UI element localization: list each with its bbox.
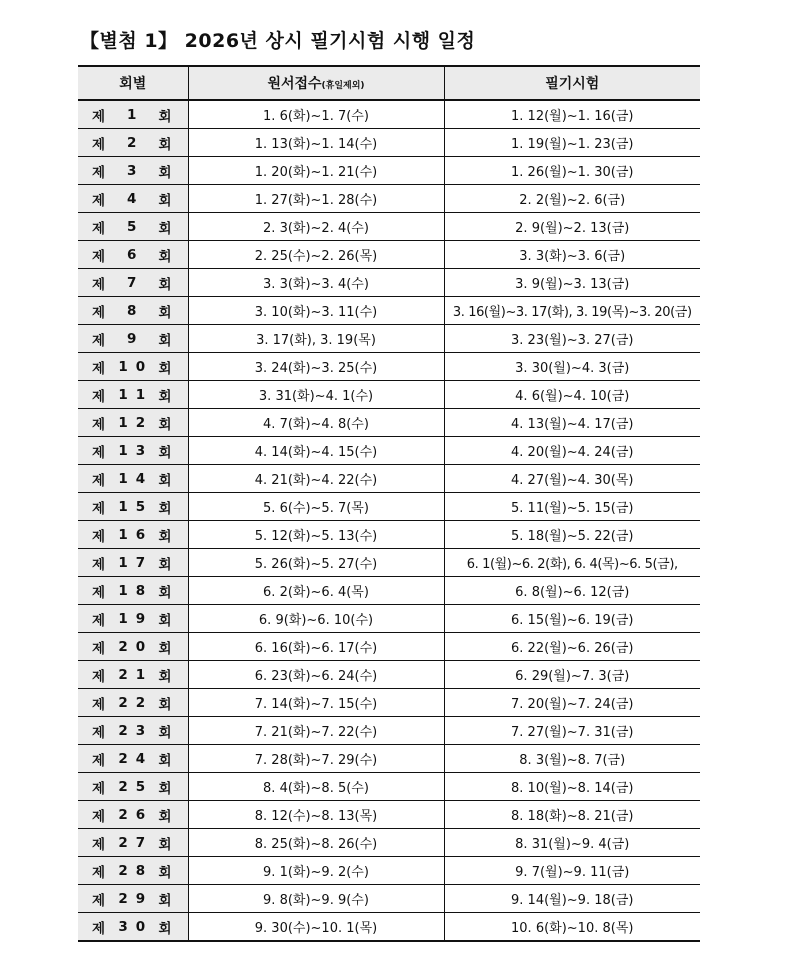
exam-period-cell: 8. 10(월)~8. 14(금) (444, 773, 700, 801)
round-number: 7 (127, 274, 145, 291)
exam-period-cell: 2. 2(월)~2. 6(금) (444, 185, 700, 213)
round-suffix: 회 (158, 808, 172, 825)
round-suffix: 회 (158, 640, 172, 657)
table-row (78, 633, 700, 661)
round-cell (78, 129, 188, 157)
table-row (78, 100, 700, 129)
exam-period-cell: 4. 20(월)~4. 24(금) (444, 437, 700, 465)
exam-period-cell: 1. 26(월)~1. 30(금) (444, 157, 700, 185)
round-cell (78, 185, 188, 213)
round-suffix: 회 (158, 248, 172, 265)
round-prefix: 제 (92, 248, 106, 265)
table-row (78, 129, 700, 157)
round-prefix: 제 (92, 724, 106, 741)
schedule-table (78, 65, 700, 942)
exam-period-cell: 8. 3(월)~8. 7(금) (444, 745, 700, 773)
round-cell (78, 381, 188, 409)
application-period-cell: 3. 31(화)~4. 1(수) (188, 381, 444, 409)
round-number: 19 (118, 610, 154, 627)
header-application: 원서접수(휴일제외) (188, 66, 444, 100)
application-period-cell: 5. 26(화)~5. 27(수) (188, 549, 444, 577)
round-number: 1 (127, 106, 145, 123)
table-row (78, 493, 700, 521)
table-row (78, 297, 700, 325)
exam-period-cell: 3. 16(월)~3. 17(화), 3. 19(목)~3. 20(금) (444, 297, 700, 325)
application-period-cell: 9. 8(화)~9. 9(수) (188, 885, 444, 913)
table-row (78, 745, 700, 773)
exam-period-cell: 5. 18(월)~5. 22(금) (444, 521, 700, 549)
table-row (78, 437, 700, 465)
round-suffix: 회 (158, 500, 172, 517)
round-number: 8 (127, 302, 145, 319)
round-suffix: 회 (158, 136, 172, 153)
round-number: 25 (118, 778, 154, 795)
round-suffix: 회 (158, 220, 172, 237)
round-suffix: 회 (158, 444, 172, 461)
round-suffix: 회 (158, 528, 172, 545)
round-cell (78, 661, 188, 689)
round-prefix: 제 (92, 612, 106, 629)
round-suffix: 회 (158, 388, 172, 405)
exam-period-cell: 7. 27(월)~7. 31(금) (444, 717, 700, 745)
round-number: 14 (118, 470, 154, 487)
exam-period-cell: 9. 14(월)~9. 18(금) (444, 885, 700, 913)
round-suffix: 회 (158, 612, 172, 629)
round-prefix: 제 (92, 892, 106, 909)
round-cell (78, 465, 188, 493)
exam-period-cell: 7. 20(월)~7. 24(금) (444, 689, 700, 717)
table-row (78, 829, 700, 857)
table-header-row (78, 66, 700, 100)
round-cell (78, 269, 188, 297)
round-suffix: 회 (158, 892, 172, 909)
exam-period-cell: 4. 13(월)~4. 17(금) (444, 409, 700, 437)
application-period-cell: 6. 23(화)~6. 24(수) (188, 661, 444, 689)
application-period-cell: 1. 20(화)~1. 21(수) (188, 157, 444, 185)
round-number: 29 (118, 890, 154, 907)
round-cell (78, 605, 188, 633)
exam-period-cell: 3. 30(월)~4. 3(금) (444, 353, 700, 381)
round-suffix: 회 (158, 920, 172, 937)
round-number: 6 (127, 246, 145, 263)
header-application-note: (휴일제외) (321, 81, 365, 91)
exam-period-cell: 4. 6(월)~4. 10(금) (444, 381, 700, 409)
table-row (78, 549, 700, 577)
round-suffix: 회 (158, 276, 172, 293)
header-exam: 필기시험 (444, 66, 700, 100)
application-period-cell: 3. 10(화)~3. 11(수) (188, 297, 444, 325)
round-cell (78, 521, 188, 549)
table-row (78, 605, 700, 633)
round-prefix: 제 (92, 388, 106, 405)
table-row (78, 913, 700, 942)
round-prefix: 제 (92, 556, 106, 573)
application-period-cell: 7. 21(화)~7. 22(수) (188, 717, 444, 745)
round-prefix: 제 (92, 780, 106, 797)
round-cell (78, 297, 188, 325)
table-row (78, 577, 700, 605)
round-cell (78, 325, 188, 353)
header-round: 회별 (78, 66, 188, 100)
table-row (78, 885, 700, 913)
round-suffix: 회 (158, 556, 172, 573)
exam-period-cell: 4. 27(월)~4. 30(목) (444, 465, 700, 493)
table-row (78, 185, 700, 213)
round-prefix: 제 (92, 808, 106, 825)
round-prefix: 제 (92, 640, 106, 657)
application-period-cell: 2. 25(수)~2. 26(목) (188, 241, 444, 269)
round-cell (78, 885, 188, 913)
exam-period-cell: 6. 29(월)~7. 3(금) (444, 661, 700, 689)
table-row (78, 521, 700, 549)
exam-period-cell: 8. 31(월)~9. 4(금) (444, 829, 700, 857)
exam-period-cell: 5. 11(월)~5. 15(금) (444, 493, 700, 521)
round-number: 11 (118, 386, 154, 403)
application-period-cell: 2. 3(화)~2. 4(수) (188, 213, 444, 241)
application-period-cell: 4. 21(화)~4. 22(수) (188, 465, 444, 493)
application-period-cell: 7. 14(화)~7. 15(수) (188, 689, 444, 717)
round-prefix: 제 (92, 836, 106, 853)
round-number: 9 (127, 330, 145, 347)
round-cell (78, 773, 188, 801)
round-number: 24 (118, 750, 154, 767)
round-cell (78, 801, 188, 829)
round-prefix: 제 (92, 192, 106, 209)
page-title: 【별첨 1】 2026년 상시 필기시험 시행 일정 (80, 30, 476, 52)
schedule-body (78, 100, 700, 941)
exam-period-cell: 10. 6(화)~10. 8(목) (444, 913, 700, 942)
round-cell (78, 437, 188, 465)
round-prefix: 제 (92, 276, 106, 293)
round-suffix: 회 (158, 752, 172, 769)
table-row (78, 801, 700, 829)
round-cell (78, 745, 188, 773)
round-number: 10 (118, 358, 154, 375)
application-period-cell: 6. 2(화)~6. 4(목) (188, 577, 444, 605)
round-number: 5 (127, 218, 145, 235)
application-period-cell: 9. 30(수)~10. 1(목) (188, 913, 444, 942)
application-period-cell: 6. 9(화)~6. 10(수) (188, 605, 444, 633)
application-period-cell: 8. 12(수)~8. 13(목) (188, 801, 444, 829)
round-number: 15 (118, 498, 154, 515)
application-period-cell: 4. 14(화)~4. 15(수) (188, 437, 444, 465)
application-period-cell: 1. 6(화)~1. 7(수) (188, 100, 444, 129)
round-number: 26 (118, 806, 154, 823)
round-suffix: 회 (158, 780, 172, 797)
round-suffix: 회 (158, 164, 172, 181)
round-prefix: 제 (92, 696, 106, 713)
table-row (78, 157, 700, 185)
round-cell (78, 100, 188, 129)
exam-period-cell: 6. 1(월)~6. 2(화), 6. 4(목)~6. 5(금), (444, 549, 700, 577)
application-period-cell: 3. 3(화)~3. 4(수) (188, 269, 444, 297)
round-cell (78, 857, 188, 885)
exam-period-cell: 3. 9(월)~3. 13(금) (444, 269, 700, 297)
round-prefix: 제 (92, 528, 106, 545)
round-prefix: 제 (92, 584, 106, 601)
round-suffix: 회 (158, 332, 172, 349)
round-cell (78, 409, 188, 437)
round-suffix: 회 (158, 304, 172, 321)
round-suffix: 회 (158, 108, 172, 125)
round-cell (78, 717, 188, 745)
round-prefix: 제 (92, 220, 106, 237)
round-cell (78, 493, 188, 521)
round-suffix: 회 (158, 724, 172, 741)
round-cell (78, 213, 188, 241)
exam-period-cell: 2. 9(월)~2. 13(금) (444, 213, 700, 241)
application-period-cell: 1. 27(화)~1. 28(수) (188, 185, 444, 213)
round-cell (78, 353, 188, 381)
table-row (78, 465, 700, 493)
application-period-cell: 7. 28(화)~7. 29(수) (188, 745, 444, 773)
round-prefix: 제 (92, 136, 106, 153)
table-row (78, 213, 700, 241)
round-number: 12 (118, 414, 154, 431)
round-prefix: 제 (92, 332, 106, 349)
exam-period-cell: 3. 3(화)~3. 6(금) (444, 241, 700, 269)
table-row (78, 661, 700, 689)
round-suffix: 회 (158, 192, 172, 209)
table-row (78, 241, 700, 269)
round-cell (78, 689, 188, 717)
round-cell (78, 829, 188, 857)
round-prefix: 제 (92, 752, 106, 769)
round-prefix: 제 (92, 108, 106, 125)
round-cell (78, 241, 188, 269)
table-row (78, 773, 700, 801)
round-cell (78, 577, 188, 605)
round-prefix: 제 (92, 668, 106, 685)
round-number: 17 (118, 554, 154, 571)
exam-period-cell: 3. 23(월)~3. 27(금) (444, 325, 700, 353)
exam-period-cell: 6. 8(월)~6. 12(금) (444, 577, 700, 605)
round-prefix: 제 (92, 472, 106, 489)
round-prefix: 제 (92, 360, 106, 377)
round-suffix: 회 (158, 668, 172, 685)
table-row (78, 381, 700, 409)
round-number: 18 (118, 582, 154, 599)
round-suffix: 회 (158, 696, 172, 713)
round-number: 28 (118, 862, 154, 879)
application-period-cell: 5. 6(수)~5. 7(목) (188, 493, 444, 521)
round-number: 2 (127, 134, 145, 151)
round-number: 20 (118, 638, 154, 655)
table-row (78, 269, 700, 297)
round-suffix: 회 (158, 416, 172, 433)
round-number: 3 (127, 162, 145, 179)
application-period-cell: 5. 12(화)~5. 13(수) (188, 521, 444, 549)
table-row (78, 325, 700, 353)
round-suffix: 회 (158, 584, 172, 601)
application-period-cell: 4. 7(화)~4. 8(수) (188, 409, 444, 437)
round-number: 22 (118, 694, 154, 711)
round-suffix: 회 (158, 836, 172, 853)
round-number: 13 (118, 442, 154, 459)
round-cell (78, 157, 188, 185)
round-suffix: 회 (158, 360, 172, 377)
table-row (78, 689, 700, 717)
round-cell (78, 633, 188, 661)
table-row (78, 353, 700, 381)
round-prefix: 제 (92, 164, 106, 181)
exam-period-cell: 6. 22(월)~6. 26(금) (444, 633, 700, 661)
exam-period-cell: 1. 19(월)~1. 23(금) (444, 129, 700, 157)
exam-period-cell: 1. 12(월)~1. 16(금) (444, 100, 700, 129)
table-row (78, 409, 700, 437)
round-prefix: 제 (92, 416, 106, 433)
round-number: 21 (118, 666, 154, 683)
application-period-cell: 8. 25(화)~8. 26(수) (188, 829, 444, 857)
exam-period-cell: 8. 18(화)~8. 21(금) (444, 801, 700, 829)
application-period-cell: 9. 1(화)~9. 2(수) (188, 857, 444, 885)
round-number: 16 (118, 526, 154, 543)
exam-period-cell: 9. 7(월)~9. 11(금) (444, 857, 700, 885)
round-number: 30 (118, 918, 154, 935)
round-prefix: 제 (92, 864, 106, 881)
table-row (78, 857, 700, 885)
application-period-cell: 6. 16(화)~6. 17(수) (188, 633, 444, 661)
application-period-cell: 3. 17(화), 3. 19(목) (188, 325, 444, 353)
table-row (78, 717, 700, 745)
round-prefix: 제 (92, 444, 106, 461)
round-cell (78, 913, 188, 942)
round-suffix: 회 (158, 472, 172, 489)
round-prefix: 제 (92, 304, 106, 321)
round-prefix: 제 (92, 920, 106, 937)
round-number: 4 (127, 190, 145, 207)
application-period-cell: 3. 24(화)~3. 25(수) (188, 353, 444, 381)
round-prefix: 제 (92, 500, 106, 517)
application-period-cell: 8. 4(화)~8. 5(수) (188, 773, 444, 801)
exam-period-cell: 6. 15(월)~6. 19(금) (444, 605, 700, 633)
round-suffix: 회 (158, 864, 172, 881)
application-period-cell: 1. 13(화)~1. 14(수) (188, 129, 444, 157)
round-number: 27 (118, 834, 154, 851)
round-cell (78, 549, 188, 577)
round-number: 23 (118, 722, 154, 739)
